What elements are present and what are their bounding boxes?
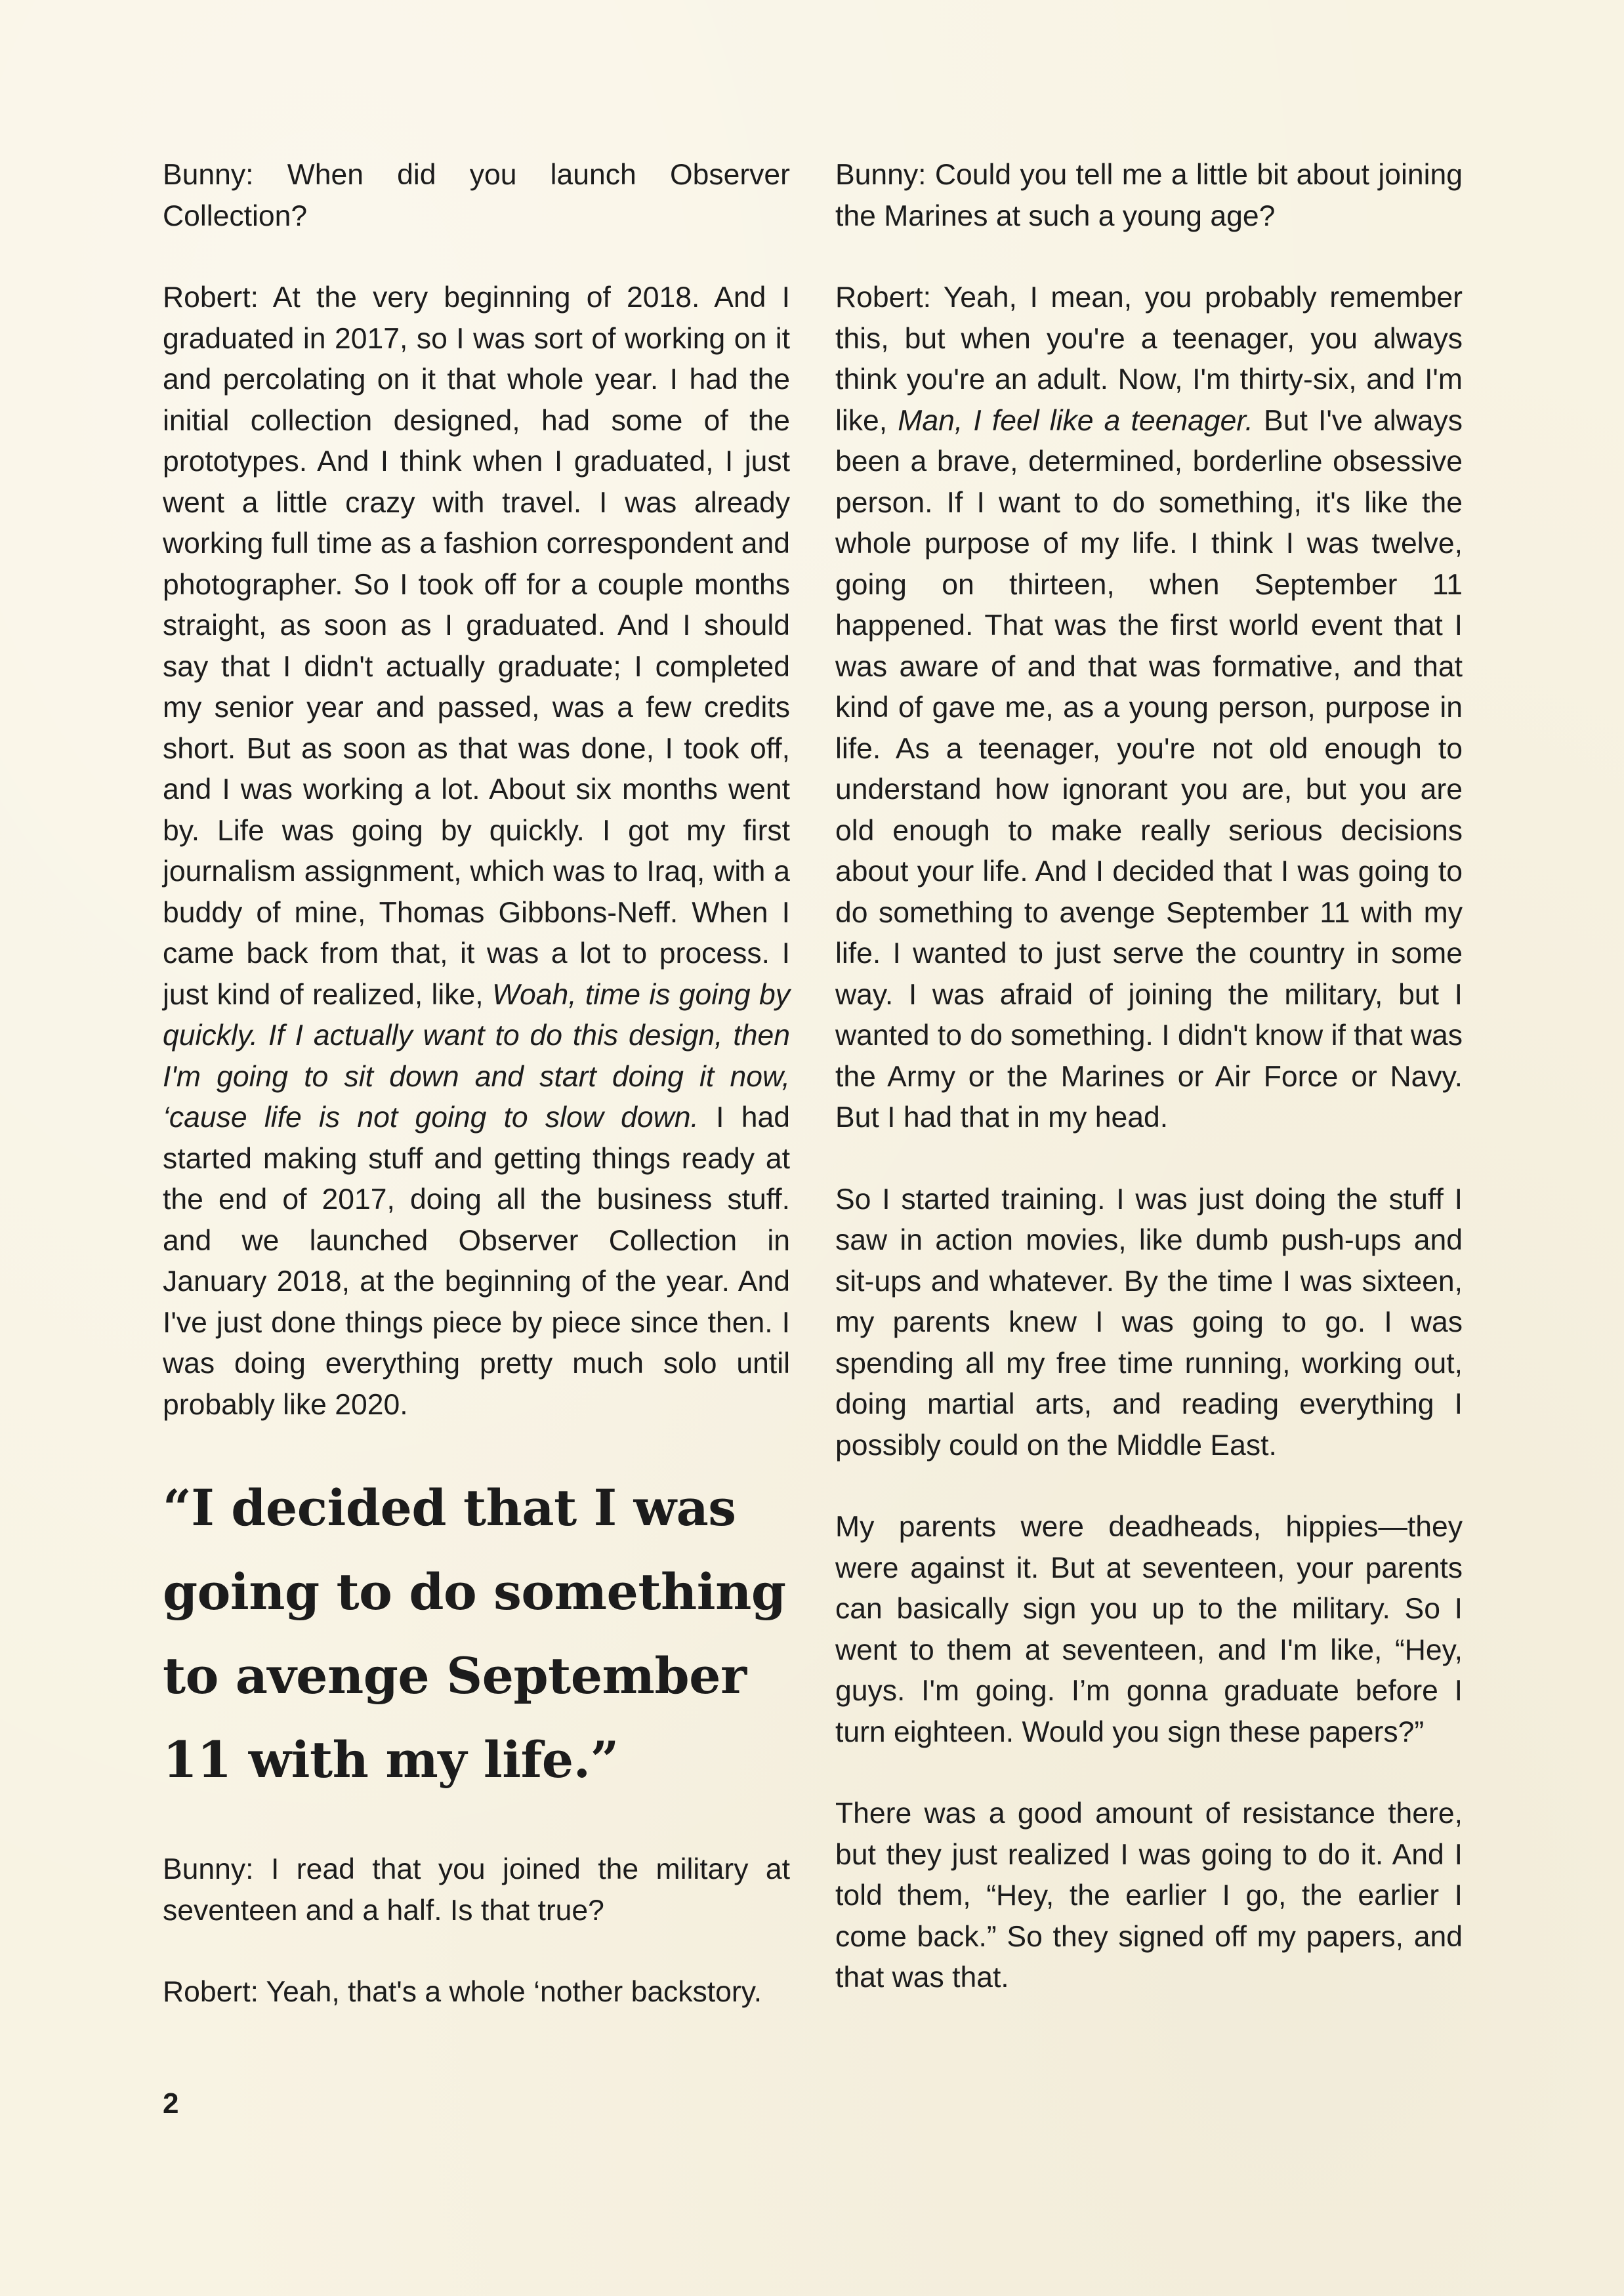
question-paragraph: Bunny: I read that you joined the military at seventeen and a half. Is that true? <box>163 1853 790 1927</box>
answer-italic-text: Man, I feel like a teenager. <box>898 404 1253 437</box>
answer-text: Robert: Yeah, I mean, you probably remember this, but when you're a teenager, you always think you're an adult. Now, I'm thirty-six, and I'm like, <box>835 281 1463 437</box>
answer-italic-text: Woah, time is going by quickly. If I actually want to do this design, then I'm going to sit down and start doing it now, ‘cause life is not going to slow down. <box>163 978 790 1134</box>
answer-paragraph: So I started training. I was just doing the stuff I saw in action movies, like dumb push-ups and sit-ups and whatever. By the time I was sixteen, my parents knew I was going to go. I was spending all my free time running, working out, doing martial arts, and reading everything I possibly could on the Middle East. <box>835 1183 1463 1462</box>
answer-text-continued: But I've always been a brave, determined, borderline obsessive person. If I want to do something, it's like the whole purpose of my life. I think I was twelve, going on thirteen, when September 11 happened. That was the first world event that I was aware of and that was formative, and that kind of gave me, as a young person, purpose in life. As a teenager, you're not old enough to understand how ignorant you are, but you are old enough to make really serious decisions about your life. And I decided that I was going to do something to avenge September 11 with my life. I wanted to just serve the country in some way. I was afraid of joining the military, but I wanted to do something. I didn't know if that was the Army or the Marines or Air Force or Navy. But I had that in my head. <box>835 404 1463 1134</box>
pull-quote: “I decided that I was going to do something to avenge September 11 with my life.” <box>163 1479 786 1789</box>
answer-paragraph <box>835 277 1463 1139</box>
answer-paragraph: There was a good amount of resistance there, but they just realized I was going to do it. And I told them, “Hey, the earlier I go, the earlier I come back.” So they signed off my papers, and that was that. <box>835 1797 1463 1994</box>
answer-text-continued: I had started making stuff and getting things ready at the end of 2017, doing all the business stuff. and we launched Observer Collection in January 2018, at the beginning of the year. And I've just done things piece by piece since then. I was doing everything pretty much solo until probably like 2020. <box>163 1101 790 1421</box>
answer-paragraph <box>163 277 790 1425</box>
answer-text: Robert: At the very beginning of 2018. And I graduated in 2017, so I was sort of working on it and percolating on it that whole year. I had the initial collection designed, had some of the prototypes. And I think when I graduated, I just went a little crazy with travel. I was already working full time as a fashion correspondent and photographer. So I took off for a couple months straight, as soon as I graduated. And I should say that I didn't actually graduate; I completed my senior year and passed, was a few credits short. But as soon as that was done, I took off, and I was working a lot. About six months went by. Life was going by quickly. I got my first journalism assignment, which was to Iraq, with a buddy of mine, Thomas Gibbons-Neff. When I came back from that, it was a lot to process. I just kind of realized, like, <box>163 281 790 1011</box>
answer-paragraph: Robert: Yeah, that's a whole ‘nother backstory. <box>163 1976 762 2008</box>
left-column <box>163 155 790 2013</box>
question-paragraph: Bunny: Could you tell me a little bit about joining the Marines at such a young age? <box>835 159 1463 232</box>
answer-paragraph: My parents were deadheads, hippies—they were against it. But at seventeen, your parents can basically sign you up to the military. So I went to them at seventeen, and I'm like, “Hey, guys. I'm going. I’m gonna graduate before I turn eighteen. Would you sign these papers?” <box>835 1511 1463 1748</box>
page-number: 2 <box>163 2087 179 2120</box>
question-paragraph: Bunny: When did you launch Observer Collection? <box>163 159 790 232</box>
right-column <box>835 155 1463 1999</box>
